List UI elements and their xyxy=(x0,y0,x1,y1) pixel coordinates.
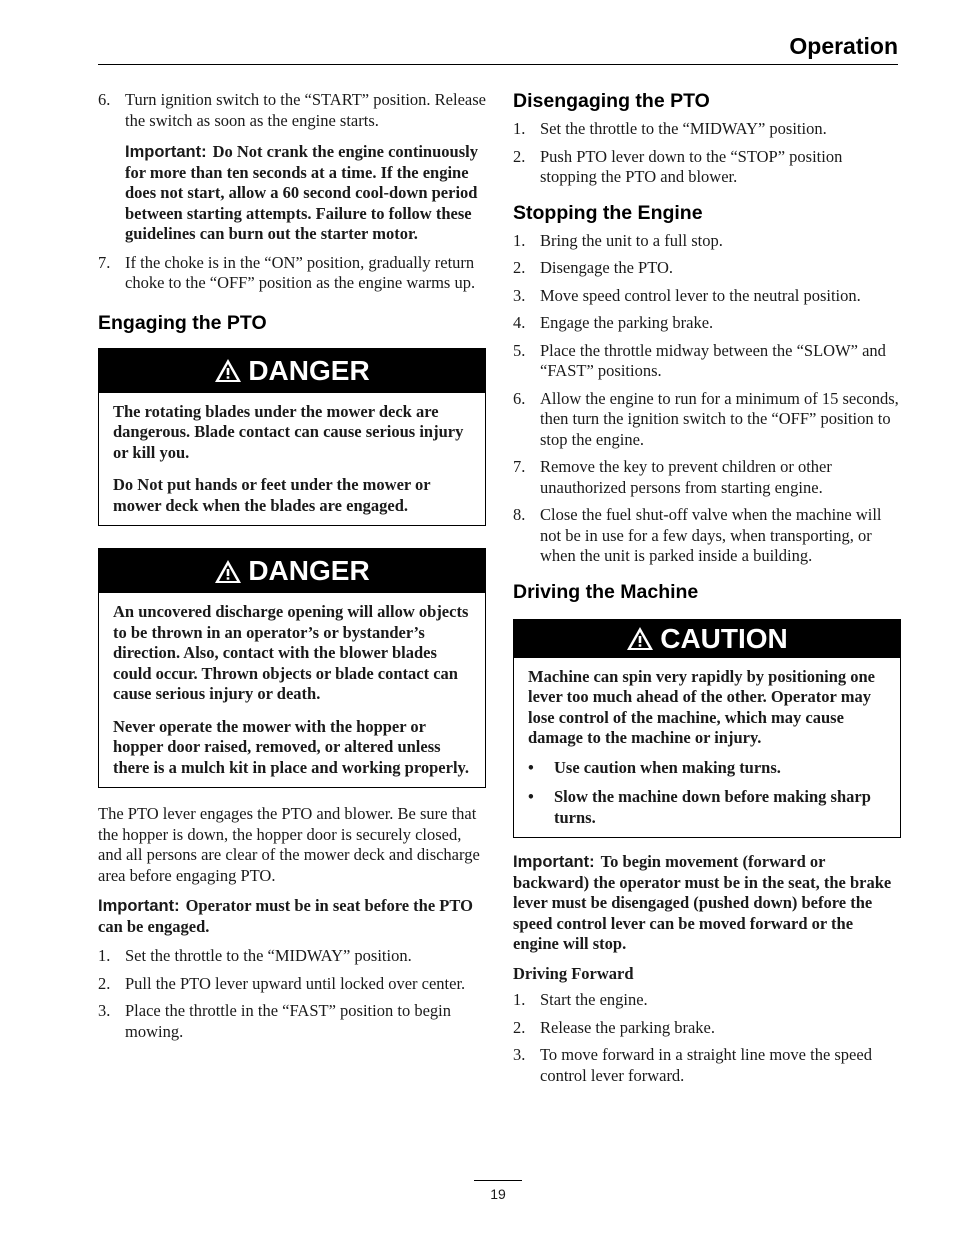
danger-text: The rotating blades under the mower deck are dangerous. Blade contact can cause serious injury or kill you. xyxy=(113,401,464,462)
important-label: Important: xyxy=(98,897,180,915)
list-item: 7. Remove the key to prevent children or other unauthorized persons from starting engine. xyxy=(513,457,832,497)
bullet-item: • Use caution when making turns. xyxy=(528,757,781,777)
list-item: 1. Set the throttle to the “MIDWAY” position. xyxy=(98,946,412,965)
left-column xyxy=(98,90,486,1049)
list-item: 2. Disengage the PTO. xyxy=(513,258,674,277)
steps-stopping-list xyxy=(513,231,901,567)
list-item: 6. Allow the engine to run for a minimum of 15 seconds, then turn the ignition switch to the “OFF” position to stop the engine. xyxy=(513,388,899,449)
list-item: 2. Push PTO lever down to the “STOP” position stopping the PTO and blower. xyxy=(513,146,843,186)
pto-paragraph: The PTO lever engages the PTO and blower. Be sure that the hopper is down, the hopper door is securely closed, and all persons are clear of the mower deck and discharge area before engaging PTO. xyxy=(98,804,480,885)
warning-triangle-icon xyxy=(214,358,242,383)
caution-box xyxy=(513,619,901,839)
important-note-movement xyxy=(513,852,901,955)
danger-text: Do Not put hands or feet under the mower or mower deck when the blades are engaged. xyxy=(113,475,431,515)
list-item: 1. Bring the unit to a full stop. xyxy=(513,230,723,250)
section-title: Operation xyxy=(789,33,898,59)
danger-body xyxy=(99,593,485,787)
page-number: 19 xyxy=(490,1186,506,1202)
list-item: 7. If the choke is in the “ON” position, gradually return choke to the “OFF” position as the engine warms up. xyxy=(98,252,476,292)
danger-text: An uncovered discharge opening will allow objects to be thrown in an operator’s or bystander’s direction. Also, contact with the blower blades could occur. Thrown objects or blade contact can cause serious injury or death. xyxy=(113,602,469,703)
danger-header xyxy=(99,549,485,593)
subhead-driving-forward: Driving Forward xyxy=(513,963,634,983)
steps-forward-list xyxy=(513,990,901,1086)
list-item: 2. Pull the PTO lever upward until locked over center. xyxy=(98,973,466,993)
caution-header xyxy=(514,620,900,658)
important-text: Do Not crank the engine continuously for more than ten seconds at a time. If the engine does not start, allow a 60 second cool-down period between starting attempts. Failure to follow these guidelines can burn out the starter motor. xyxy=(125,142,478,243)
footer-rule xyxy=(474,1180,522,1181)
caution-title: CAUTION xyxy=(660,622,788,654)
caution-text: Machine can spin very rapidly by positioning one lever too much ahead of the other. Operator may lose control of the machine, which may cause damage to the machine or injury. xyxy=(528,666,876,747)
list-item: 3. Place the throttle in the “FAST” position to begin mowing. xyxy=(98,1001,451,1041)
list-item: 1. Start the engine. xyxy=(513,990,648,1009)
list-item: 3. To move forward in a straight line move the speed control lever forward. xyxy=(513,1045,872,1085)
steps-engage-list xyxy=(98,946,486,1042)
important-label: Important: xyxy=(125,143,207,161)
danger-box-discharge xyxy=(98,548,486,788)
danger-header xyxy=(99,349,485,393)
important-label: Important: xyxy=(513,853,595,871)
steps-disengage-list xyxy=(513,119,901,188)
steps-choke-list xyxy=(98,253,486,294)
list-item: 3. Move speed control lever to the neutral position. xyxy=(513,285,861,305)
list-item: 6. Turn ignition switch to the “START” position. Release the switch as soon as the engine starts. xyxy=(98,90,486,130)
caution-body xyxy=(514,658,900,838)
heading-driving-machine: Driving the Machine xyxy=(513,580,699,603)
important-note-seat xyxy=(98,896,486,937)
steps-start-list xyxy=(98,90,486,131)
list-item: 4. Engage the parking brake. xyxy=(513,313,714,332)
danger-title: DANGER xyxy=(248,555,370,586)
list-item: 2. Release the parking brake. xyxy=(513,1017,716,1037)
important-note-cranking xyxy=(98,142,486,245)
warning-triangle-icon xyxy=(214,559,242,584)
danger-text: Never operate the mower with the hopper or hopper door raised, removed, or altered unless there is a mulch kit in place and working properly. xyxy=(113,716,470,777)
danger-body xyxy=(99,393,485,526)
caution-bullets xyxy=(528,758,886,829)
list-item: 1. Set the throttle to the “MIDWAY” position. xyxy=(513,119,827,138)
heading-engaging-pto: Engaging the PTO xyxy=(98,311,267,334)
header-rule xyxy=(98,64,898,65)
list-item: 5. Place the throttle midway between the “SLOW” and “FAST” positions. xyxy=(513,340,886,380)
heading-disengaging-pto: Disengaging the PTO xyxy=(513,90,710,112)
warning-triangle-icon xyxy=(626,626,654,651)
danger-title: DANGER xyxy=(248,354,370,386)
heading-stopping-engine: Stopping the Engine xyxy=(513,201,703,224)
danger-box-blades xyxy=(98,348,486,527)
right-column xyxy=(513,90,901,1093)
important-text: To begin movement (forward or backward) the operator must be in the seat, the brake lever must be disengaged (pushed down) before the speed control lever can be moved forward or the engine will stop. xyxy=(513,852,892,953)
bullet-item: • Slow the machine down before making sharp turns. xyxy=(528,787,871,827)
important-text: Operator must be in seat before the PTO can be engaged. xyxy=(98,896,473,936)
list-item: 8. Close the fuel shut-off valve when the machine will not be in use for a few days, when transporting, or when the unit is parked inside a building. xyxy=(513,505,882,565)
